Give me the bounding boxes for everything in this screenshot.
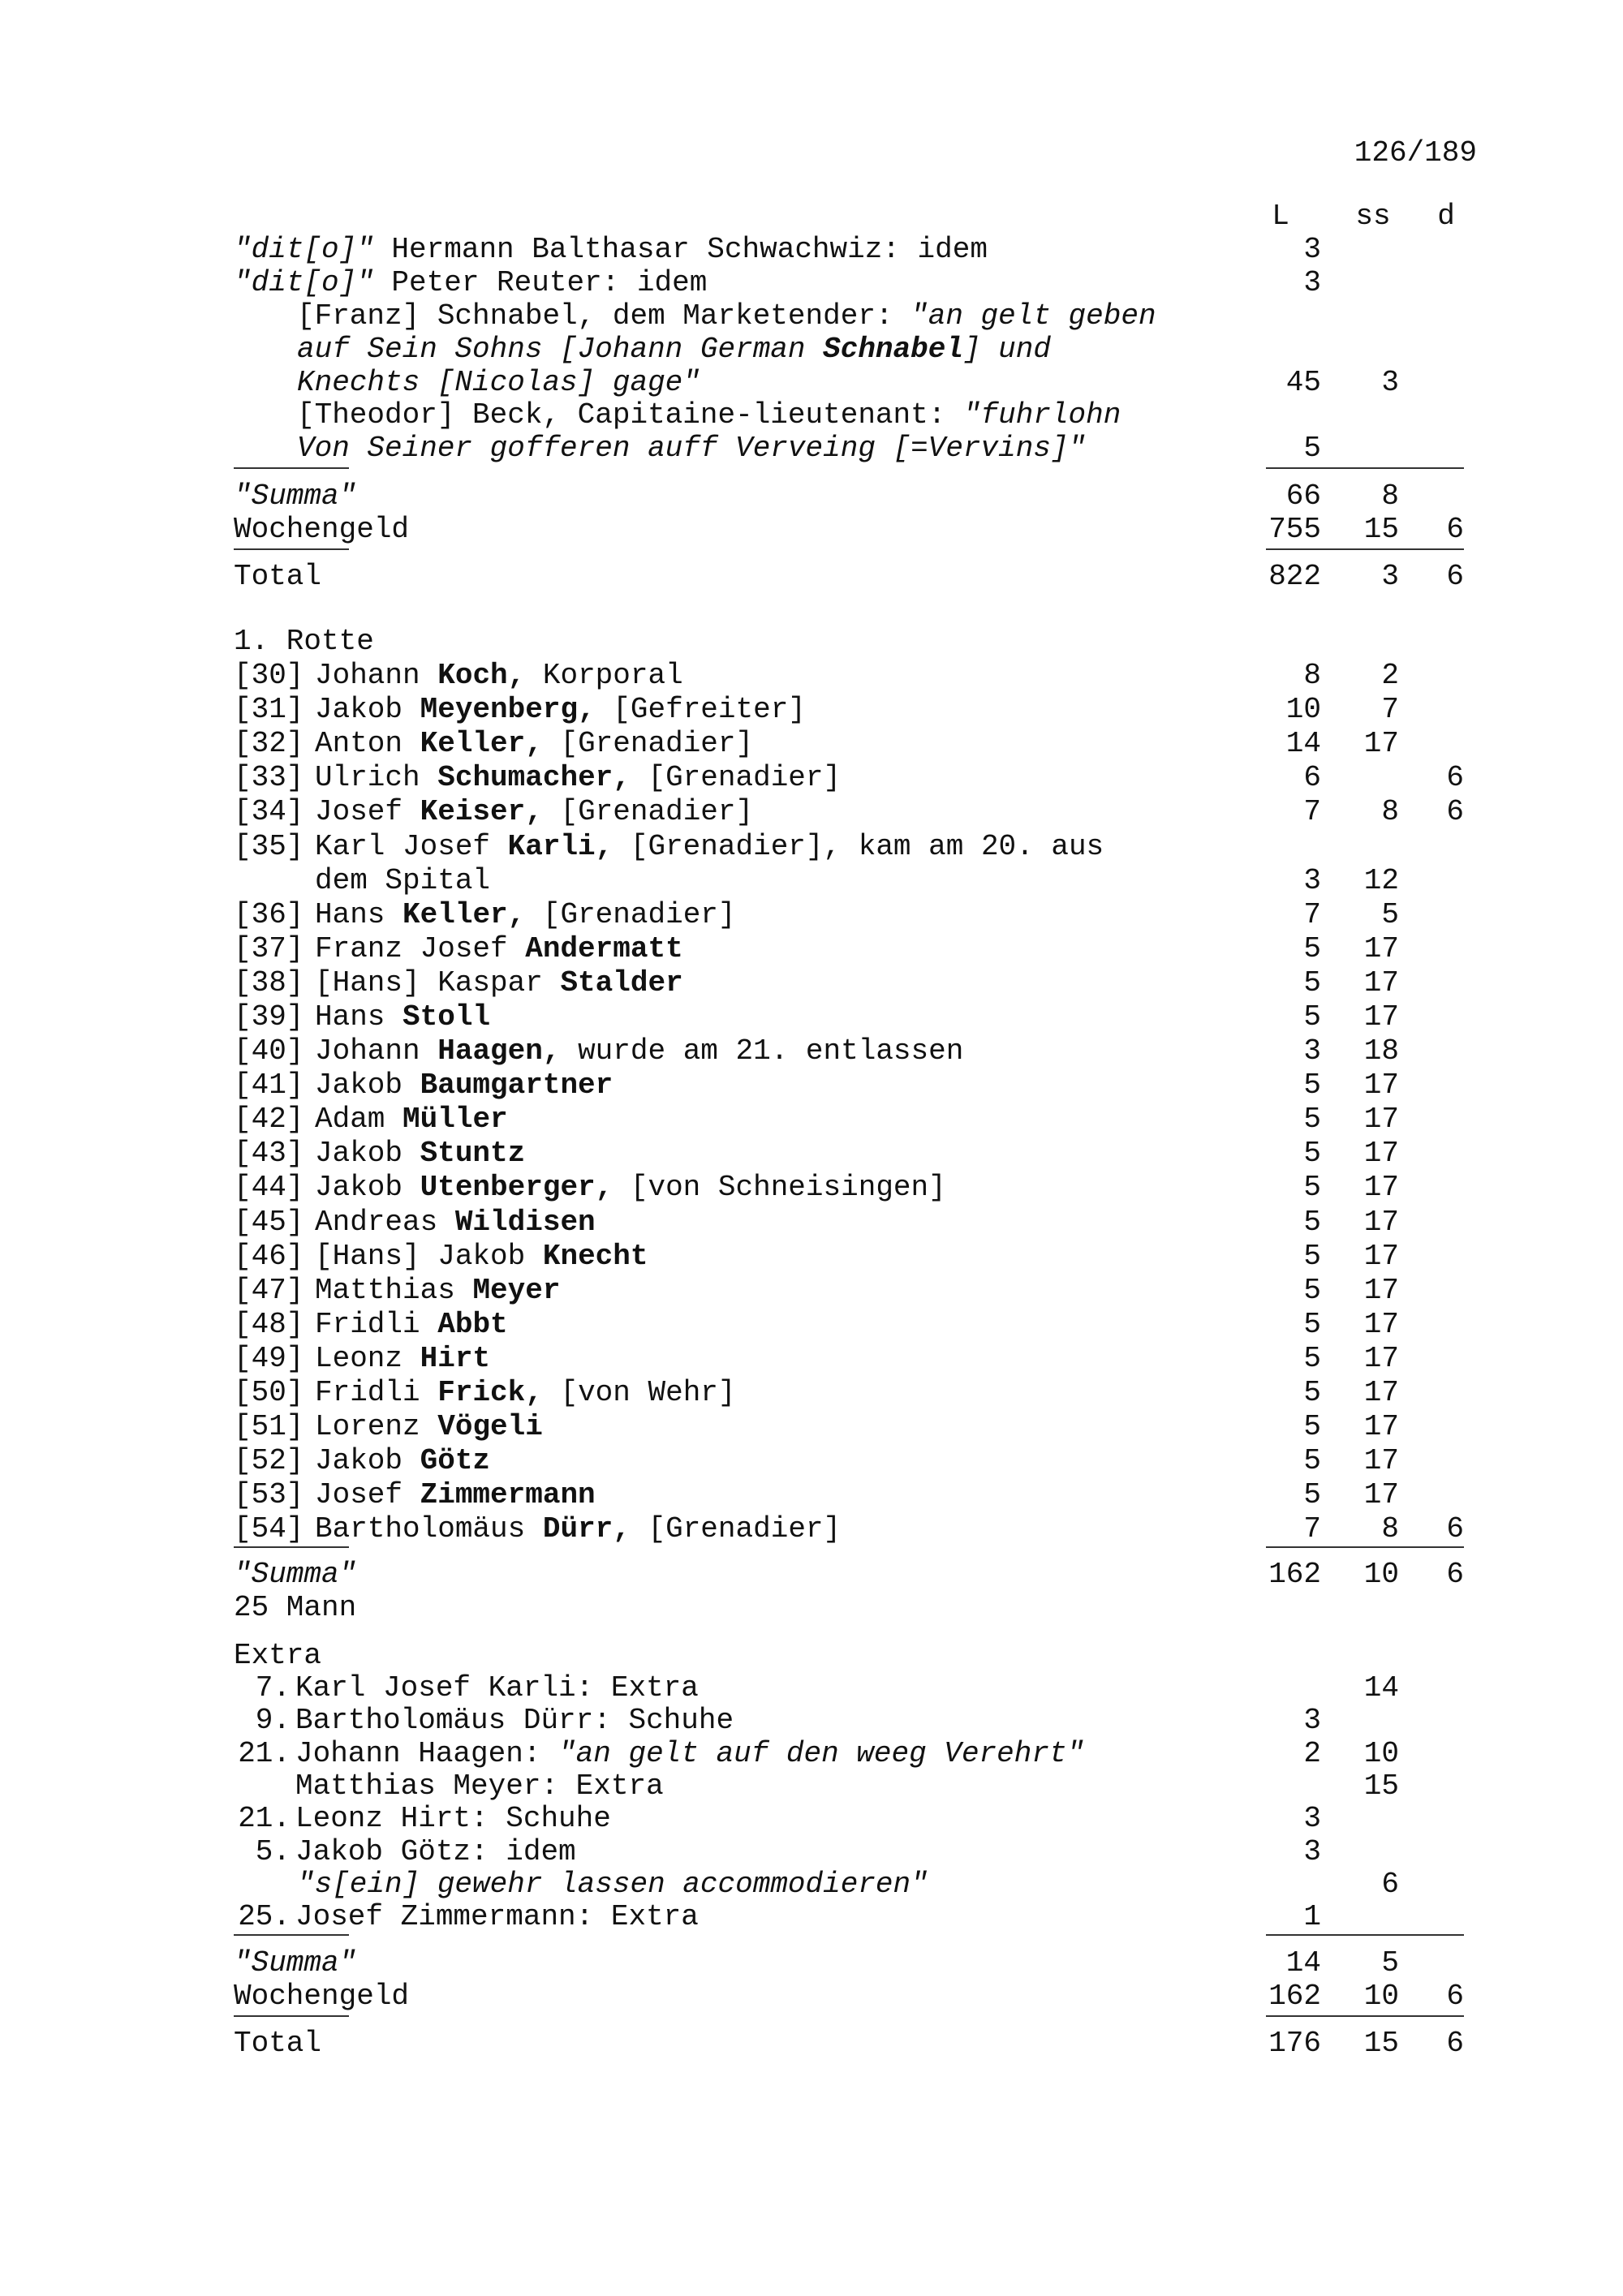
amount-l: 5: [1303, 1240, 1321, 1273]
first-name: Jakob: [315, 693, 420, 726]
divider: [234, 2015, 349, 2017]
remark: [Grenadier]: [630, 1512, 842, 1546]
extra-label: Leonz Hirt: Schuhe: [295, 1802, 611, 1835]
soldier-row: [0, 727, 1623, 761]
row-number: [47]: [234, 1274, 304, 1307]
row-number: [38]: [234, 966, 304, 1000]
amount-ss: 17: [1363, 1478, 1399, 1511]
extra-row: [0, 1868, 1623, 1902]
surname: Meyer: [472, 1274, 561, 1307]
soldier-name: [315, 966, 683, 1000]
soldier-row: [0, 898, 1623, 932]
divider: [1266, 548, 1464, 550]
amount-ss: 6: [1381, 1868, 1399, 1901]
soldier-row: [0, 659, 1623, 693]
extra-label: Josef Zimmermann: Extra: [295, 1900, 699, 1933]
soldier-row: [0, 1274, 1623, 1308]
extra-quote: "s[ein] gewehr lassen accommodieren": [297, 1868, 928, 1901]
first-name: Fridli: [315, 1376, 438, 1409]
amount-l: 10: [1285, 693, 1321, 726]
amount-l: 5: [1303, 932, 1321, 965]
row-number: [34]: [234, 795, 304, 828]
amount-l: 8: [1303, 659, 1321, 692]
soldier-name: [315, 761, 841, 795]
amount-ss: 17: [1363, 1342, 1399, 1375]
soldier-row: [0, 1068, 1623, 1103]
amount-ss: 5: [1381, 898, 1399, 931]
soldier-name: [315, 932, 683, 966]
amount-ss: 12: [1363, 864, 1399, 897]
soldier-name: [315, 1034, 963, 1068]
row-number: [49]: [234, 1342, 304, 1375]
row-number: [45]: [234, 1206, 304, 1239]
amount-ss: 17: [1363, 1410, 1399, 1443]
row-number: [32]: [234, 727, 304, 760]
amount-ss: 17: [1363, 1206, 1399, 1239]
row-number: [37]: [234, 932, 304, 965]
first-name: Hans: [315, 898, 403, 931]
soldier-row: [0, 795, 1623, 829]
extra-label: Matthias Meyer: Extra: [295, 1769, 664, 1803]
amount-ss: 14: [1363, 1671, 1399, 1705]
amount-l: 5: [1303, 1410, 1321, 1443]
soldier-row: [0, 1376, 1623, 1410]
soldier-name: [315, 1171, 946, 1205]
amount-l: 3: [1303, 1835, 1321, 1868]
entry-row: [Theodor] Beck, Capitaine-lieutenant: "fuhrlohn: [297, 398, 1121, 432]
amount-ss: 7: [1381, 693, 1399, 726]
soldier-name: [315, 1444, 490, 1478]
amount-ss: 17: [1363, 1308, 1399, 1341]
soldier-row: [0, 1308, 1623, 1342]
extra-number: 21.: [238, 1802, 291, 1835]
surname: Dürr,: [542, 1512, 631, 1546]
surname: Andermatt: [525, 932, 683, 965]
first-name: Fridli: [315, 1308, 438, 1341]
surname: Knecht: [542, 1240, 648, 1273]
divider: [234, 1934, 349, 1936]
row-number: [42]: [234, 1103, 304, 1136]
soldier-name: [315, 1240, 648, 1274]
surname: Müller: [403, 1103, 508, 1136]
soldier-name: [315, 1206, 596, 1240]
surname: Frick,: [437, 1376, 543, 1409]
wochengeld-row: Wochengeld 162 10 6: [234, 1980, 1464, 2013]
first-name: Ulrich: [315, 761, 438, 794]
soldier-row: [0, 1410, 1623, 1444]
first-name: Karl Josef: [315, 830, 508, 863]
remark: dem Spital: [315, 864, 491, 897]
row-number: [50]: [234, 1376, 304, 1409]
soldier-row: [0, 1103, 1623, 1137]
wochengeld-row: Wochengeld 755 15 6: [234, 513, 1464, 546]
surname: Haagen,: [437, 1034, 561, 1068]
soldier-row: [0, 830, 1623, 864]
entry-row: "dit[o]" Hermann Balthasar Schwachwiz: idem 3: [234, 233, 1321, 266]
amount-l: 2: [1303, 1737, 1321, 1770]
extra-text: [295, 1900, 699, 1934]
amount-l: 3: [1303, 1802, 1321, 1835]
amount-d: 6: [1446, 795, 1464, 828]
amount-ss: 17: [1363, 1137, 1399, 1170]
section-title: 1. Rotte: [234, 625, 374, 658]
row-number: [48]: [234, 1308, 304, 1341]
soldier-row: [0, 1206, 1623, 1240]
soldier-row: [0, 1034, 1623, 1068]
mann-count: 25 Mann: [234, 1591, 357, 1624]
amount-ss: 2: [1381, 659, 1399, 692]
soldier-row: [0, 1342, 1623, 1376]
column-l: L: [1272, 200, 1289, 233]
extra-row: [0, 1704, 1623, 1738]
row-number: [54]: [234, 1512, 304, 1546]
extra-number: 25.: [238, 1900, 291, 1933]
extra-row: [0, 1802, 1623, 1836]
surname: Koch,: [437, 659, 526, 692]
first-name: Anton: [315, 727, 420, 760]
soldier-row: [0, 1137, 1623, 1171]
extra-number: 9.: [255, 1704, 291, 1737]
soldier-row: [0, 932, 1623, 966]
row-number: [44]: [234, 1171, 304, 1204]
remark: [Gefreiter]: [595, 693, 806, 726]
soldier-name: [315, 830, 1104, 864]
amount-l: 7: [1303, 1512, 1321, 1546]
soldier-name: [315, 1068, 613, 1103]
soldier-name: [315, 1137, 525, 1171]
row-number: [36]: [234, 898, 304, 931]
remark: wurde am 21. entlassen: [560, 1034, 964, 1068]
surname: Baumgartner: [420, 1068, 613, 1102]
first-name: Jakob: [315, 1068, 420, 1102]
row-number: [51]: [234, 1410, 304, 1443]
extra-number: 7.: [255, 1671, 291, 1705]
surname: Hirt: [420, 1342, 491, 1375]
extra-row: [0, 1835, 1623, 1869]
extra-number: 5.: [255, 1835, 291, 1868]
first-name: [Hans] Jakob: [315, 1240, 543, 1273]
row-number: [39]: [234, 1000, 304, 1034]
summa-row: "Summa" 162 10 6: [234, 1558, 1464, 1591]
amount-ss: 17: [1363, 1376, 1399, 1409]
remark: [von Schneisingen]: [613, 1171, 946, 1204]
first-name: Jakob: [315, 1137, 420, 1170]
amount-l: 5: [1303, 1068, 1321, 1102]
amount-l: 5: [1303, 1478, 1321, 1511]
first-name: Adam: [315, 1103, 403, 1136]
row-number: [52]: [234, 1444, 304, 1477]
first-name: Bartholomäus: [315, 1512, 543, 1546]
remark: [von Wehr]: [542, 1376, 736, 1409]
surname: Götz: [420, 1444, 491, 1477]
soldier-name: [315, 795, 753, 829]
extra-label: Jakob Götz: idem: [295, 1835, 576, 1868]
amount-ss: 17: [1363, 727, 1399, 760]
soldier-name: [315, 1376, 736, 1410]
extra-text: [295, 1671, 699, 1705]
amount-l: 3: [1303, 1034, 1321, 1068]
row-number: [40]: [234, 1034, 304, 1068]
remark: [Grenadier]: [630, 761, 842, 794]
soldier-row: [0, 693, 1623, 727]
divider: [234, 548, 349, 550]
amount-ss: 17: [1363, 966, 1399, 1000]
summa-row: "Summa" 14 5: [234, 1946, 1399, 1980]
amount-l: 1: [1303, 1900, 1321, 1933]
extra-label: Bartholomäus Dürr: Schuhe: [295, 1704, 734, 1737]
extra-quote: "an gelt auf den weeg Verehrt": [558, 1737, 1085, 1770]
row-number: [41]: [234, 1068, 304, 1102]
amount-d: 6: [1446, 1512, 1464, 1546]
surname: Schumacher,: [437, 761, 631, 794]
soldier-name: [315, 1103, 508, 1137]
amount-l: 5: [1303, 1206, 1321, 1239]
page-number: 126/189: [1354, 136, 1477, 170]
amount-l: 5: [1303, 1342, 1321, 1375]
soldier-name: [315, 1308, 508, 1342]
row-number: [33]: [234, 761, 304, 794]
first-name: Jakob: [315, 1171, 420, 1204]
soldier-row: [0, 1478, 1623, 1512]
divider: [234, 467, 349, 469]
extra-label: Johann Haagen:: [295, 1737, 559, 1770]
amount-ss: 17: [1363, 932, 1399, 965]
extra-text: [295, 1704, 734, 1738]
amount-ss: 8: [1381, 795, 1399, 828]
extra-text: [295, 1737, 1084, 1771]
surname: Stoll: [403, 1000, 491, 1034]
row-number: [31]: [234, 693, 304, 726]
divider: [1266, 467, 1464, 469]
row-number: [53]: [234, 1478, 304, 1511]
row-number: [46]: [234, 1240, 304, 1273]
amount-ss: 8: [1381, 1512, 1399, 1546]
soldier-name: [315, 1512, 841, 1546]
extra-label: Karl Josef Karli: Extra: [295, 1671, 699, 1705]
first-name: Josef: [315, 795, 420, 828]
first-name: [Hans] Kaspar: [315, 966, 561, 1000]
surname: Keller,: [420, 727, 543, 760]
total-row: Total 822 3 6: [234, 560, 1464, 593]
amount-l: 3: [1303, 1704, 1321, 1737]
entry-row: [Franz] Schnabel, dem Marketender: "an gelt geben: [297, 299, 1156, 333]
amount-ss: 17: [1363, 1103, 1399, 1136]
amount-l: 7: [1303, 898, 1321, 931]
amount-ss: 17: [1363, 1171, 1399, 1204]
amount-l: 14: [1285, 727, 1321, 760]
soldier-name: [315, 1342, 490, 1376]
soldier-row: [0, 1512, 1623, 1546]
amount-ss: 17: [1363, 1240, 1399, 1273]
amount-ss: 18: [1363, 1034, 1399, 1068]
entry-row: "dit[o]" Peter Reuter: idem 3: [234, 266, 1321, 299]
entry-row-continued: Von Seiner gofferen auff Verveing [=Vervins]" 5: [297, 432, 1321, 465]
soldier-name: [315, 1410, 543, 1444]
section-title: Extra: [234, 1639, 322, 1672]
extra-row: [0, 1671, 1623, 1705]
amount-l: 5: [1303, 1103, 1321, 1136]
extra-text: [295, 1835, 576, 1869]
amount-l: 5: [1303, 1171, 1321, 1204]
surname: Wildisen: [454, 1206, 596, 1239]
soldier-row: [0, 1444, 1623, 1478]
soldier-row: [0, 1171, 1623, 1205]
amount-l: 7: [1303, 795, 1321, 828]
entry-row-continued: Knechts [Nicolas] gage" 45 3: [297, 366, 1399, 399]
amount-l: 5: [1303, 966, 1321, 1000]
first-name: Johann: [315, 659, 438, 692]
first-name: Leonz: [315, 1342, 420, 1375]
amount-l: 3: [1303, 864, 1321, 897]
soldier-row: [0, 966, 1623, 1000]
soldier-name: [315, 693, 806, 727]
amount-ss: 10: [1363, 1737, 1399, 1770]
surname: Vögeli: [437, 1410, 543, 1443]
amount-ss: 17: [1363, 1444, 1399, 1477]
column-ss: ss: [1355, 200, 1391, 233]
extra-text: [297, 1868, 928, 1902]
row-number: [35]: [234, 830, 304, 863]
surname: Karli,: [507, 830, 613, 863]
summa-row: "Summa" 66 8: [234, 479, 1399, 513]
soldier-row: [0, 1000, 1623, 1034]
amount-ss: 17: [1363, 1068, 1399, 1102]
divider: [1266, 2015, 1464, 2017]
extra-row: [0, 1769, 1623, 1804]
amount-l: 5: [1303, 1308, 1321, 1341]
row-number: [30]: [234, 659, 304, 692]
soldier-name: [315, 1478, 596, 1512]
first-name: Andreas: [315, 1206, 455, 1239]
surname: Utenberger,: [420, 1171, 613, 1204]
surname: Abbt: [437, 1308, 508, 1341]
remark: [Grenadier]: [542, 795, 754, 828]
amount-ss: 17: [1363, 1274, 1399, 1307]
amount-ss: 17: [1363, 1000, 1399, 1034]
soldier-name: [315, 898, 736, 932]
surname: Stalder: [560, 966, 683, 1000]
extra-number: 21.: [238, 1737, 291, 1770]
amount-l: 6: [1303, 761, 1321, 794]
first-name: Matthias: [315, 1274, 473, 1307]
surname: Stuntz: [420, 1137, 526, 1170]
surname: Keller,: [403, 898, 526, 931]
soldier-row-continued: [0, 864, 1623, 898]
column-header: [0, 200, 1623, 234]
divider: [1266, 1546, 1464, 1548]
soldier-row: [0, 761, 1623, 795]
remark: [Grenadier]: [525, 898, 736, 931]
first-name: Jakob: [315, 1444, 420, 1477]
entry-row-continued: auf Sein Sohns [Johann German Schnabel] und: [297, 333, 1051, 366]
surname: Meyenberg,: [420, 693, 596, 726]
remark: Korporal: [525, 659, 683, 692]
soldier-name: [315, 1274, 560, 1308]
row-number: [43]: [234, 1137, 304, 1170]
extra-row: [0, 1737, 1623, 1771]
surname: Keiser,: [420, 795, 543, 828]
first-name: Josef: [315, 1478, 420, 1511]
remark: [Grenadier]: [542, 727, 754, 760]
amount-l: 5: [1303, 1137, 1321, 1170]
amount-d: 6: [1446, 761, 1464, 794]
amount-ss: 15: [1363, 1769, 1399, 1803]
first-name: Hans: [315, 1000, 403, 1034]
extra-row: [0, 1900, 1623, 1934]
amount-l: 5: [1303, 1376, 1321, 1409]
extra-text: [295, 1802, 611, 1836]
soldier-name: [315, 727, 753, 761]
first-name: Johann: [315, 1034, 438, 1068]
divider: [234, 1546, 349, 1548]
amount-l: 5: [1303, 1274, 1321, 1307]
soldier-row: [0, 1240, 1623, 1274]
total-row: Total 176 15 6: [234, 2027, 1464, 2060]
soldier-name: [315, 659, 683, 693]
amount-l: 5: [1303, 1000, 1321, 1034]
extra-text: [295, 1769, 664, 1804]
first-name: Franz Josef: [315, 932, 526, 965]
amount-l: 5: [1303, 1444, 1321, 1477]
divider: [1266, 1934, 1464, 1936]
column-d: d: [1437, 200, 1455, 233]
surname: Zimmermann: [420, 1478, 596, 1511]
soldier-name: [315, 1000, 490, 1034]
first-name: Lorenz: [315, 1410, 438, 1443]
remark: [Grenadier], kam am 20. aus: [613, 830, 1104, 863]
